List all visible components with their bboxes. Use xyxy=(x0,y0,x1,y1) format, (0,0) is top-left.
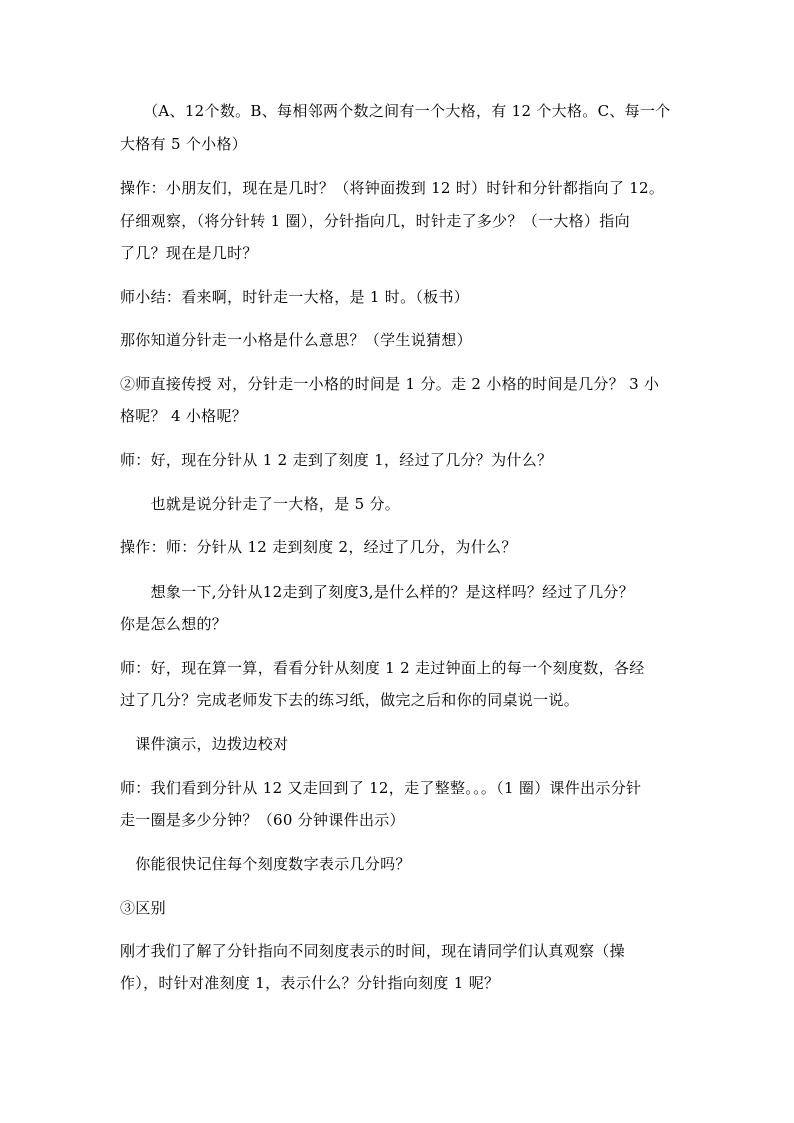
paragraph-line: 课件演示，边拨边校对 xyxy=(120,735,289,753)
paragraph-line: 过了几分？完成老师发下去的练习纸，做完之后和你的同桌说一说。 xyxy=(120,691,580,709)
paragraph-line: 师小结：看来啊，时针走一大格，是 1 时。（板书） xyxy=(120,288,470,306)
paragraph-line: 你是怎么想的？ xyxy=(120,615,228,633)
paragraph-line: 操作：师：分针从 12 走到刻度 2，经过了几分，为什么？ xyxy=(120,538,517,556)
paragraph-line: 大格有 5 个小格） xyxy=(120,135,248,153)
paragraph-line: 刚才我们了解了分针指向不同刻度表示的时间，现在请同学们认真观察（操 xyxy=(120,942,625,960)
paragraph-line: 想象一下,分针从12走到了刻度3,是什么样的？是这样吗？经过了几分？ xyxy=(120,583,634,601)
paragraph-line: 你能很快记住每个刻度数字表示几分吗？ xyxy=(120,855,411,873)
paragraph-line: 走一圈是多少分钟？（60 分钟课件出示） xyxy=(120,811,405,829)
paragraph-line: ②师直接传授 对，分针走一小格的时间是 1 分。走 2 小格的时间是几分？ 3 小 xyxy=(120,375,660,393)
paragraph-line: 师：好，现在算一算，看看分针从刻度 1 2 走过钟面上的每一个刻度数，各经 xyxy=(120,659,645,677)
section-heading: ③区别 xyxy=(120,899,166,917)
paragraph-line: 操作：小朋友们，现在是几时？（将钟面拨到 12 时）时针和分针都指向了 12。 xyxy=(120,179,665,197)
paragraph-line: 了几？现在是几时？ xyxy=(120,244,258,262)
paragraph-line: 师：好，现在分针从 1 2 走到了刻度 1，经过了几分？为什么？ xyxy=(120,451,553,469)
paragraph-line: （A、12个数。B、每相邻两个数之间有一个大格，有 12 个大格。C、每一个 xyxy=(120,102,671,120)
paragraph-line: 那你知道分针走一小格是什么意思？（学生说猜想） xyxy=(120,331,472,349)
paragraph-line: 师：我们看到分针从 12 又走回到了 12，走了整整。。。（1 圈）课件出示分针 xyxy=(120,779,642,797)
paragraph-line: 也就是说分针走了一大格，是 5 分。 xyxy=(120,495,401,513)
paragraph-line: 格呢？ 4 小格呢？ xyxy=(120,407,248,425)
paragraph-line: 仔细观察，（将分针转 1 圈），分针指向几，时针走了多少？（一大格）指向 xyxy=(120,212,630,230)
paragraph-line: 作），时针对准刻度 1，表示什么？分针指向刻度 1 呢？ xyxy=(120,974,500,992)
